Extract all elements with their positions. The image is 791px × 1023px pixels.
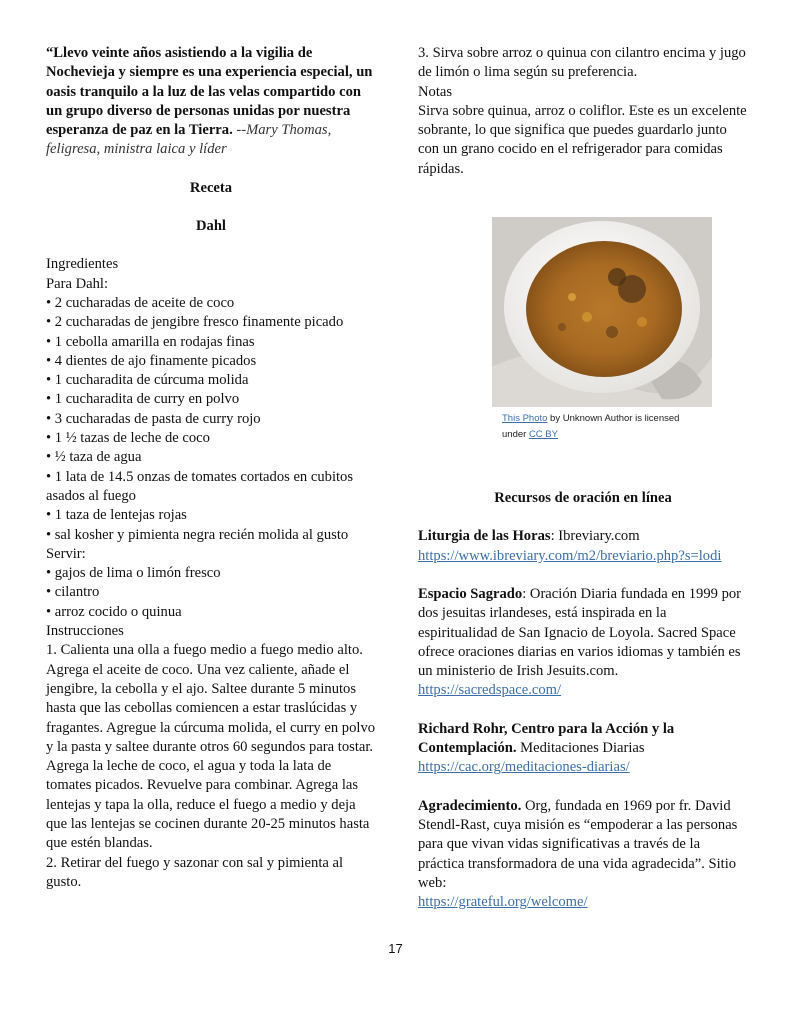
photo-credit-text: by Unknown Author is licensed under [502,413,680,441]
right-column [418,44,748,912]
resource-item [418,585,748,701]
photo-credit [502,411,682,443]
serving-item: • cilantro [46,584,100,601]
serving-item: • gajos de lima o limón fresco [46,565,221,582]
pull-quote [46,44,376,160]
dahl-photo-figure [492,217,712,443]
recipe-line: Instrucciones [46,623,124,640]
resource-desc: Org, fundada en 1969 por fr. David Stendl-Rast, cuya misión es “empoderar a las personas para que vivan vidas significativas a través de la práctica transformadora de una vida agradecida”. Sitio web: [418,797,738,891]
ingredient-item: • ½ taza de agua [46,449,142,466]
ingredient-item: • 1 lata de 14.5 onzas de tomates cortados en cubitos asados al fuego [46,468,354,504]
license-link[interactable]: CC BY [528,429,558,441]
ingredient-item: • 1 cucharadita de curry en polvo [46,391,240,408]
resource-name: Agradecimiento. [418,797,522,814]
dahl-bowl-image [492,217,712,407]
ingredient-item: • 1 ½ tazas de leche de coco [46,430,210,447]
ingredient-item: • 1 taza de lentejas rojas [46,507,187,524]
ingredient-item: • 2 cucharadas de aceite de coco [46,294,235,311]
instruction-step: 1. Calienta una olla a fuego medio a fuego medio alto. Agrega el aceite de coco. Una vez caliente, añade el jengibre, la cebolla y el ajo. Saltee durante 5 minutos hasta que las cebollas comiencen a estar traslúcidas y fragantes. Agregue la cúrcuma molida, el curry en polvo y la pasta y saltee durante otros 60 segundos para tostar. Agrega la leche de coco, el agua y toda la lata de tomates picados. Revuelve para combinar. Agrega las lentejas y tapa la olla, reduce el fuego a medio y deja que las lentejas se cocinen durante 20-25 minutos hasta que estén blandas. [46,642,376,852]
ingredient-item: • 1 cebolla amarilla en rodajas finas [46,333,255,350]
recipe-heading: Receta [189,179,233,196]
recipe-line: Ingredientes [46,256,119,273]
resources-heading: Recursos de oración en línea [494,490,672,507]
page-number: 17 [388,941,403,956]
resource-name: Espacio Sagrado [418,585,523,602]
quote-attribution: --Mary Thomas, feligresa, ministra laica y líder [46,122,332,158]
recipe-line: Servir: [46,545,86,562]
notes-label: Notas [418,83,453,100]
instruction-step: 2. Retirar del fuego y sazonar con sal y pimienta al gusto. [46,854,344,890]
ingredient-item: • 3 cucharadas de pasta de curry rojo [46,410,261,427]
resource-item [418,720,748,778]
ingredient-item: • sal kosher y pimienta negra recién molida al gusto [46,526,349,543]
photo-source-link[interactable]: This Photo [502,413,548,425]
resource-desc: : Oración Diaria fundada en 1999 por dos jesuitas irlandeses, está inspirada en la espiritualidad de San Ignacio de Loyola. Sacred Space ofrece oraciones diarias en varios idiomas y también es un ministerio de Irish Jesuits.com. [418,585,742,680]
resource-name: Liturgia de las Horas [418,528,551,545]
recipe-line: Para Dahl: [46,275,109,292]
ingredient-item: • 1 cucharadita de cúrcuma molida [46,372,249,389]
ingredient-item: • 2 cucharadas de jengibre fresco finamente picado [46,314,344,331]
quote-text: “Llevo veinte años asistiendo a la vigilia de Nochevieja y siempre es una experiencia especial, un oasis tranquilo a la luz de las velas compartido con un grupo diverso de personas unidas por nuestra esperanza de paz en la Tierra. [46,45,373,139]
serving-item: • arroz cocido o quinua [46,603,182,620]
ingredient-item: • 4 dientes de ajo finamente picados [46,352,257,369]
recipe-body [46,255,376,892]
left-column [46,44,376,892]
resource-link[interactable]: https://cac.org/meditaciones-diarias/ [418,759,630,776]
resource-item [418,527,748,566]
dish-title: Dahl [195,218,226,235]
dahl-photo [492,217,712,407]
notes-text: Sirva sobre quinua, arroz o coliflor. Este es un excelente sobrante, lo que significa que puedes guardarlo junto con un grano cocido en el refrigerador para comidas rápidas. [418,102,747,177]
resource-name: Richard Rohr, Centro para la Acción y la Contemplación. [418,720,675,757]
resource-desc: : Ibreviary.com [550,528,640,545]
resource-desc: Meditaciones Diarias [516,740,645,757]
resource-link[interactable]: https://sacredspace.com/ [418,682,562,699]
instruction-step: 3. Sirva sobre arroz o quinua con cilantro encima y jugo de limón o lima según su preferencia. [418,45,746,81]
resource-item [418,797,748,913]
resource-link[interactable]: https://grateful.org/welcome/ [418,894,588,911]
resource-link[interactable]: https://www.ibreviary.com/m2/breviario.php?s=lodi [418,547,722,564]
